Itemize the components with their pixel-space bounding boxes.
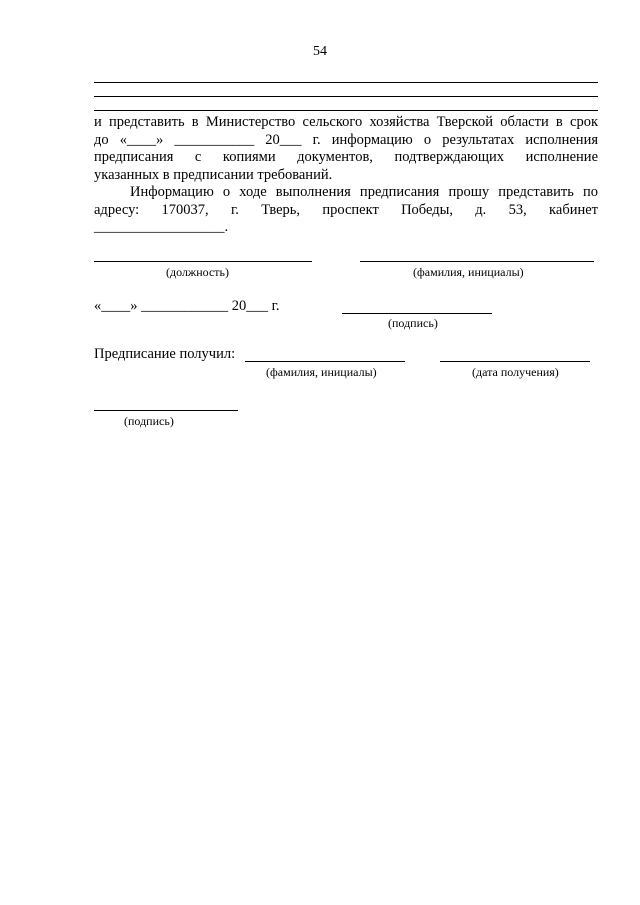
- paragraph-line: указанных в предписании требований.: [94, 166, 333, 183]
- receipt-label: Предписание получил:: [94, 346, 236, 362]
- blank-line-3: [94, 110, 598, 111]
- signature-line: [342, 313, 492, 314]
- receipt-signature-line: [94, 410, 238, 411]
- signature-caption: (подпись): [388, 316, 438, 330]
- paragraph-address: [94, 184, 598, 237]
- blank-line-2: [94, 96, 598, 97]
- paragraph-line: __________________.: [94, 219, 229, 235]
- receipt-date-line: [440, 361, 590, 362]
- paragraph-deadline: [94, 114, 598, 184]
- paragraph-line: Информацию о ходе выполнения предписания прошу представить по: [130, 184, 598, 200]
- position-line: [94, 261, 312, 262]
- position-caption: (должность): [166, 265, 229, 279]
- page-number: 54: [313, 44, 327, 59]
- name-caption: (фамилия, инициалы): [413, 265, 524, 279]
- paragraph-line: до «____» ___________ 20___ г. информацию о результатах исполнения: [94, 131, 598, 148]
- receipt-signature-caption: (подпись): [124, 414, 174, 428]
- name-line: [360, 261, 594, 262]
- blank-line-1: [94, 82, 598, 83]
- paragraph-line: предписания с копиями документов, подтверждающих исполнение: [94, 149, 598, 165]
- paragraph-line: и представить в Министерство сельского хозяйства Тверской области в срок: [94, 114, 598, 130]
- receipt-name-caption: (фамилия, инициалы): [266, 365, 377, 379]
- date-line: «____» ____________ 20___ г.: [94, 298, 280, 314]
- receipt-name-line: [245, 361, 405, 362]
- paragraph-line: адресу: 170037, г. Тверь, проспект Победы, д. 53, кабинет: [94, 201, 598, 218]
- receipt-date-caption: (дата получения): [472, 365, 559, 379]
